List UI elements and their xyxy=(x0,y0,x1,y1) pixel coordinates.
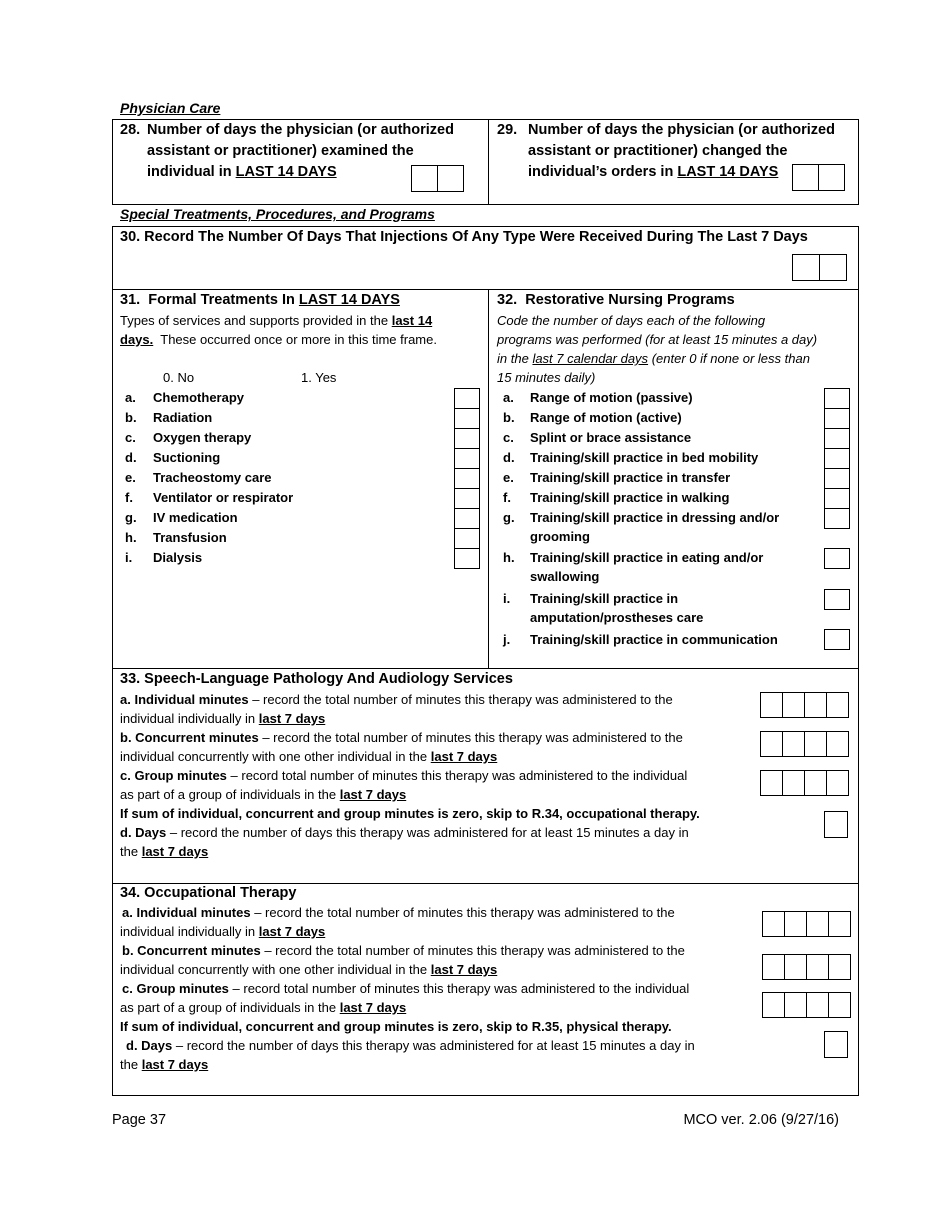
q34-days-box[interactable] xyxy=(824,1031,848,1058)
section-title-special-treatments: Special Treatments, Procedures, and Programs xyxy=(120,206,435,222)
q33-concurrent-digit-box[interactable] xyxy=(804,731,827,757)
q34-individual-digit-box[interactable] xyxy=(762,911,785,937)
q32-answer-box[interactable] xyxy=(824,468,850,489)
q32-item-letter: a. xyxy=(503,390,514,405)
q33-c-line2: as part of a group of individuals in the last 7 days xyxy=(120,787,407,802)
q34-concurrent-digit-box[interactable] xyxy=(784,954,807,980)
q34-group-digit-box[interactable] xyxy=(828,992,851,1018)
q34-title: 34. Occupational Therapy xyxy=(120,885,297,901)
q32-item-letter: d. xyxy=(503,450,515,465)
q28-line2: assistant or practitioner) examined the xyxy=(147,143,414,159)
q32-item-label: Training/skill practice in communication xyxy=(530,632,778,647)
q33-individual-digit-box[interactable] xyxy=(760,692,783,718)
q32-item-label: Range of motion (active) xyxy=(530,410,682,425)
q31-answer-box[interactable] xyxy=(454,528,480,549)
q31-item-letter: i. xyxy=(125,550,133,565)
q34-concurrent-digit-box[interactable] xyxy=(762,954,785,980)
q34-individual-digit-box[interactable] xyxy=(828,911,851,937)
q32-desc-line1: Code the number of days each of the following xyxy=(497,313,766,328)
q33-group-digit-box[interactable] xyxy=(782,770,805,796)
q29-line2: assistant or practitioner) changed the xyxy=(528,143,788,159)
q32-answer-box[interactable] xyxy=(824,589,850,610)
q32-answer-box[interactable] xyxy=(824,448,850,469)
q32-item-label-cont: amputation/prostheses care xyxy=(530,610,704,625)
q34-b-line1: b. Concurrent minutes – record the total number of minutes this therapy was administered to the xyxy=(122,943,685,958)
q31-item-letter: d. xyxy=(125,450,137,465)
q31-title: 31. Formal Treatments In LAST 14 DAYS xyxy=(120,292,400,308)
q30-text: 30. Record The Number Of Days That Injections Of Any Type Were Received During The Last 7 Days xyxy=(120,229,808,245)
q31-answer-box[interactable] xyxy=(454,448,480,469)
q33-a-line2: individual individually in last 7 days xyxy=(120,711,326,726)
q31-answer-box[interactable] xyxy=(454,488,480,509)
q33-d-line1: d. Days – record the number of days this therapy was administered for at least 15 minutes a day in xyxy=(120,825,689,840)
q31-answer-box[interactable] xyxy=(454,388,480,409)
section-title-physician-care: Physician Care xyxy=(120,100,221,116)
q34-b-line2: individual concurrently with one other individual in the last 7 days xyxy=(120,962,498,977)
q33-individual-digit-box[interactable] xyxy=(804,692,827,718)
q32-item-letter: j. xyxy=(503,632,511,647)
q31-item-label: Chemotherapy xyxy=(153,390,245,405)
q33-skip-instruction: If sum of individual, concurrent and group minutes is zero, skip to R.34, occupational therapy. xyxy=(120,806,700,821)
q31-answer-box[interactable] xyxy=(454,468,480,489)
q33-concurrent-digit-box[interactable] xyxy=(782,731,805,757)
q28-line1: Number of days the physician (or authorized xyxy=(147,122,454,138)
q32-item-label: Training/skill practice in eating and/or xyxy=(530,550,764,565)
q31-answer-box[interactable] xyxy=(454,428,480,449)
page-number: Page 37 xyxy=(112,1112,167,1128)
q32-desc-line2: programs was performed (for at least 15 minutes a day) xyxy=(497,332,818,347)
q33-group-digit-box[interactable] xyxy=(760,770,783,796)
q31-desc-line2: days. These occurred once or more in this time frame. xyxy=(120,332,437,347)
q33-individual-digit-box[interactable] xyxy=(826,692,849,718)
q34-skip-instruction: If sum of individual, concurrent and group minutes is zero, skip to R.35, physical therapy. xyxy=(120,1019,672,1034)
q32-answer-box[interactable] xyxy=(824,388,850,409)
q31-desc-line1: Types of services and supports provided in the last 14 xyxy=(120,313,433,328)
q31-item-letter: f. xyxy=(125,490,133,505)
q34-d-line1: d. Days – record the number of days this therapy was administered for at least 15 minutes a day in xyxy=(126,1038,695,1053)
q31-item-letter: h. xyxy=(125,530,137,545)
q32-answer-box[interactable] xyxy=(824,629,850,650)
q32-item-letter: c. xyxy=(503,430,514,445)
q32-item-letter: e. xyxy=(503,470,514,485)
q28-digit-1[interactable] xyxy=(411,165,438,192)
q28-line3: individual in LAST 14 DAYS xyxy=(147,164,337,180)
q30-digit-1[interactable] xyxy=(792,254,820,281)
q32-item-letter: b. xyxy=(503,410,515,425)
q32-answer-box[interactable] xyxy=(824,428,850,449)
q32-answer-box[interactable] xyxy=(824,488,850,509)
q31-answer-box[interactable] xyxy=(454,548,480,569)
q31-option-no: 0. No xyxy=(163,370,195,385)
q33-concurrent-digit-box[interactable] xyxy=(760,731,783,757)
q31-answer-box[interactable] xyxy=(454,408,480,429)
q32-item-letter: i. xyxy=(503,591,511,606)
q34-concurrent-digit-box[interactable] xyxy=(828,954,851,980)
q31-item-label: Transfusion xyxy=(153,530,227,545)
q32-item-label: Training/skill practice in transfer xyxy=(530,470,731,485)
q32-item-label-cont: swallowing xyxy=(530,569,600,584)
q32-item-label: Splint or brace assistance xyxy=(530,430,692,445)
q34-concurrent-digit-box[interactable] xyxy=(806,954,829,980)
q31-item-label: Dialysis xyxy=(153,550,203,565)
q34-a-line1: a. Individual minutes – record the total number of minutes this therapy was administered to the xyxy=(122,905,675,920)
q33-individual-digit-box[interactable] xyxy=(782,692,805,718)
form-version: MCO ver. 2.06 (9/27/16) xyxy=(683,1112,839,1128)
q31-option-yes: 1. Yes xyxy=(301,370,337,385)
q32-desc-line3: in the last 7 calendar days (enter 0 if none or less than xyxy=(497,351,810,366)
q33-title: 33. Speech-Language Pathology And Audiology Services xyxy=(120,671,513,687)
q31-item-letter: c. xyxy=(125,430,136,445)
q29-digit-1[interactable] xyxy=(792,164,819,191)
q34-group-digit-box[interactable] xyxy=(784,992,807,1018)
q32-item-letter: g. xyxy=(503,510,515,525)
q29-digit-2[interactable] xyxy=(818,164,845,191)
q31-item-letter: b. xyxy=(125,410,137,425)
q33-concurrent-digit-box[interactable] xyxy=(826,731,849,757)
q33-group-digit-box[interactable] xyxy=(826,770,849,796)
q29-number: 29. xyxy=(497,122,518,138)
q32-title: 32. Restorative Nursing Programs xyxy=(497,292,735,308)
q33-days-box[interactable] xyxy=(824,811,848,838)
q34-c-line1: c. Group minutes – record total number of minutes this therapy was administered to the individual xyxy=(122,981,690,996)
q32-desc-line4: 15 minutes daily) xyxy=(497,370,596,385)
q32-answer-box[interactable] xyxy=(824,548,850,569)
q28-number: 28. xyxy=(120,122,141,138)
q31-item-label: Radiation xyxy=(153,410,213,425)
q34-group-digit-box[interactable] xyxy=(762,992,785,1018)
q34-c-line2: as part of a group of individuals in the last 7 days xyxy=(120,1000,407,1015)
q32-item-label: Training/skill practice in dressing and/or xyxy=(530,510,780,525)
q32-item-label: Training/skill practice in bed mobility xyxy=(530,450,759,465)
q33-group-digit-box[interactable] xyxy=(804,770,827,796)
q34-individual-digit-box[interactable] xyxy=(806,911,829,937)
q31-item-letter: g. xyxy=(125,510,137,525)
q33-b-line2: individual concurrently with one other individual in the last 7 days xyxy=(120,749,498,764)
q33-b-line1: b. Concurrent minutes – record the total number of minutes this therapy was administered to the xyxy=(120,730,683,745)
q32-item-label: Training/skill practice in walking xyxy=(530,490,730,505)
q33-a-line1: a. Individual minutes – record the total number of minutes this therapy was administered to the xyxy=(120,692,673,707)
q31-item-letter: a. xyxy=(125,390,136,405)
q32-item-label: Training/skill practice in xyxy=(530,591,679,606)
q34-group-digit-box[interactable] xyxy=(806,992,829,1018)
q32-answer-box[interactable] xyxy=(824,408,850,429)
q33-c-line1: c. Group minutes – record total number of minutes this therapy was administered to the individual xyxy=(120,768,688,783)
q31-answer-box[interactable] xyxy=(454,508,480,529)
q33-d-line2: the last 7 days xyxy=(120,844,209,859)
q34-d-line2: the last 7 days xyxy=(120,1057,209,1072)
q31-item-letter: e. xyxy=(125,470,136,485)
q32-item-letter: h. xyxy=(503,550,515,565)
q34-a-line2: individual individually in last 7 days xyxy=(120,924,326,939)
q31-item-label: Oxygen therapy xyxy=(153,430,252,445)
q32-item-label-cont: grooming xyxy=(530,529,590,544)
q31-item-label: IV medication xyxy=(153,510,238,525)
q34-individual-digit-box[interactable] xyxy=(784,911,807,937)
q32-item-letter: f. xyxy=(503,490,511,505)
q30-digit-2[interactable] xyxy=(819,254,847,281)
q32-answer-box[interactable] xyxy=(824,508,850,529)
q29-line1: Number of days the physician (or authorized xyxy=(528,122,835,138)
q32-item-label: Range of motion (passive) xyxy=(530,390,693,405)
q31-item-label: Ventilator or respirator xyxy=(153,490,294,505)
q28-digit-2[interactable] xyxy=(437,165,464,192)
q31-item-label: Suctioning xyxy=(153,450,221,465)
q31-item-label: Tracheostomy care xyxy=(153,470,272,485)
q29-line3: individual’s orders in LAST 14 DAYS xyxy=(528,164,779,180)
